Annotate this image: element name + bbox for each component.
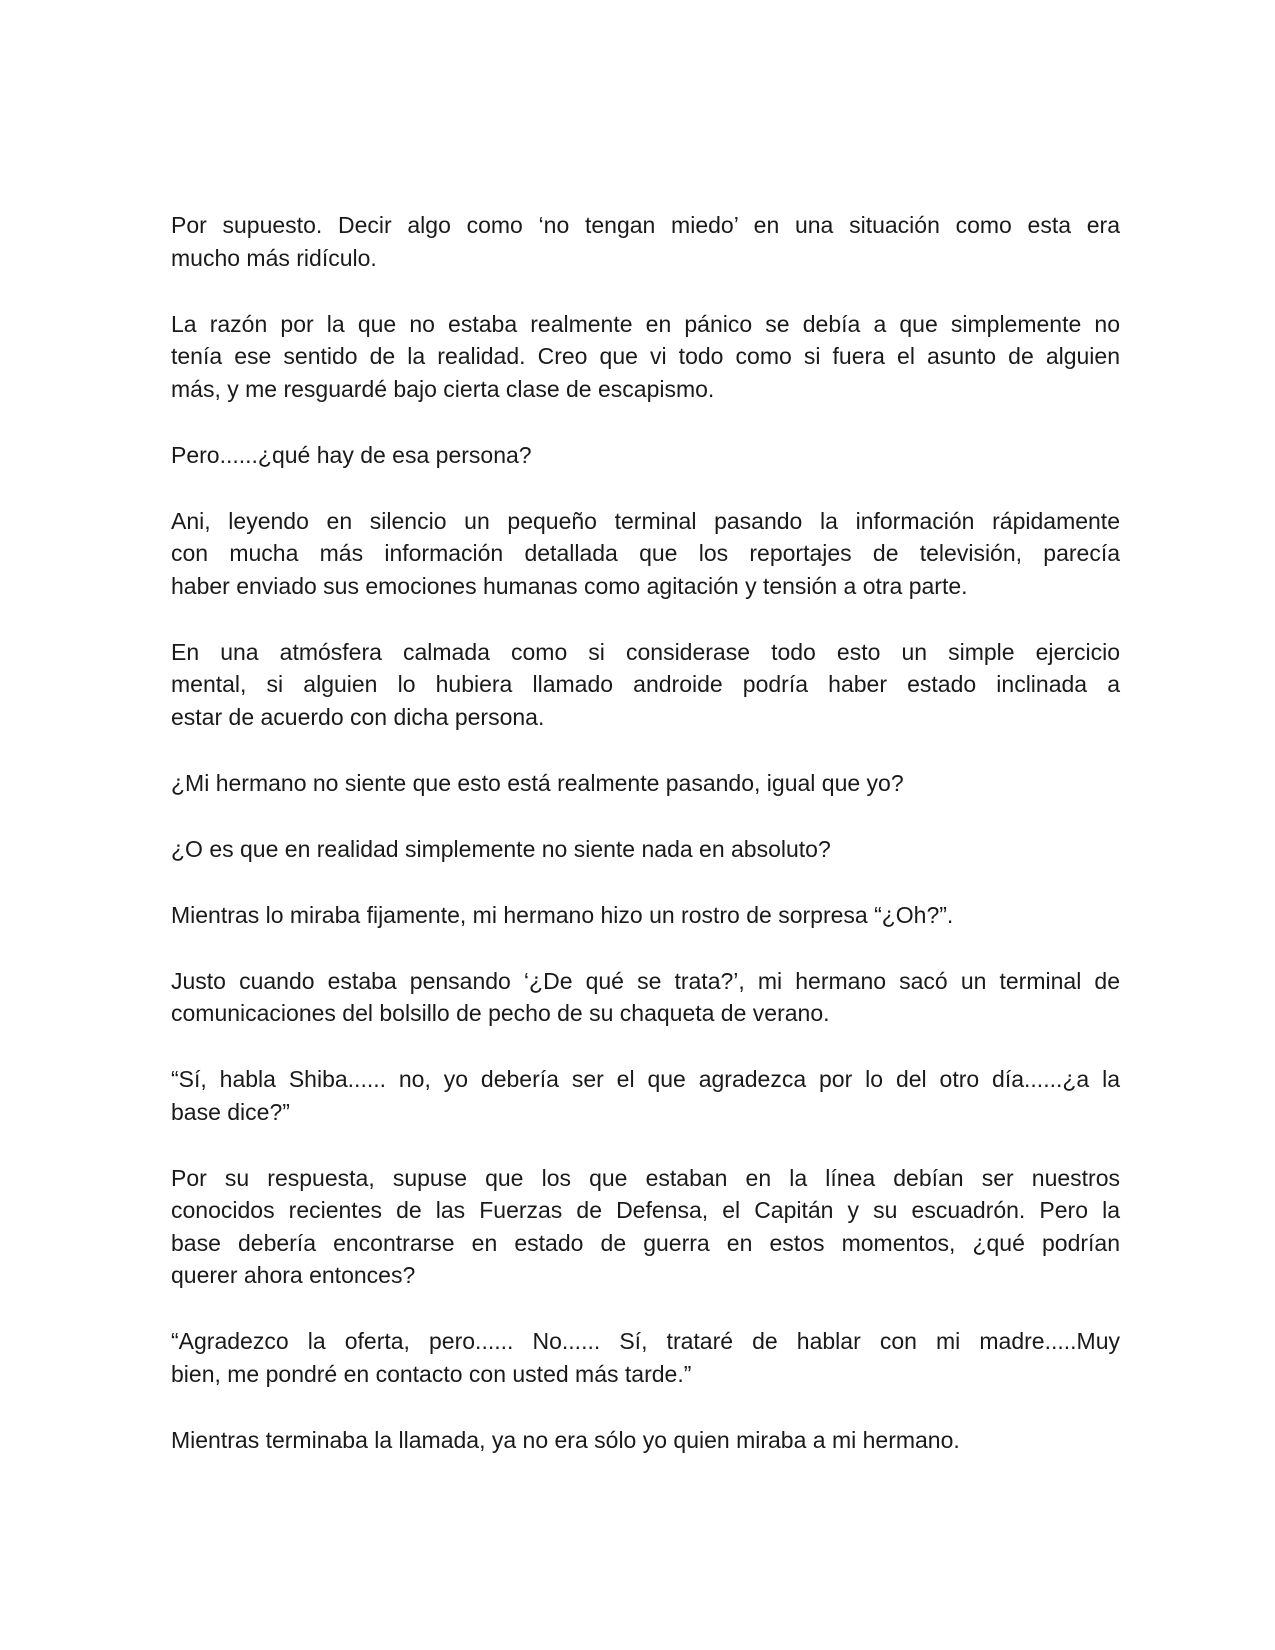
- paragraph: [171, 209, 1120, 274]
- text-line: más, y me resguardé bajo cierta clase de escapismo.: [171, 375, 715, 402]
- paragraph: [171, 505, 1120, 603]
- text-line: tenía ese sentido de la realidad. Creo que vi todo como si fuera el asunto de alguien: [171, 343, 1120, 369]
- paragraph: [171, 1424, 1120, 1457]
- paragraph: [171, 636, 1120, 734]
- paragraph: [171, 1325, 1120, 1390]
- paragraph: [171, 439, 1120, 472]
- text-line: bien, me pondré en contacto con usted más tarde.”: [171, 1360, 692, 1387]
- paragraph: [171, 767, 1120, 800]
- text-line: mucho más ridículo.: [171, 244, 377, 271]
- text-line: ¿Mi hermano no siente que esto está realmente pasando, igual que yo?: [171, 769, 904, 796]
- text-line: En una atmósfera calmada como si considerase todo esto un simple ejercicio: [171, 638, 1120, 665]
- text-line: “Sí, habla Shiba...... no, yo debería ser el que agradezca por lo del otro día......¿a la: [171, 1066, 1120, 1092]
- paragraph: [171, 965, 1120, 1030]
- text-line: “Agradezco la oferta, pero...... No...... Sí, trataré de hablar con mi madre.....Muy: [171, 1328, 1120, 1354]
- paragraph: [171, 1162, 1120, 1292]
- text-line: Pero......¿qué hay de esa persona?: [171, 441, 532, 468]
- paragraph: [171, 308, 1120, 406]
- paragraph: [171, 833, 1120, 866]
- text-line: mental, si alguien lo hubiera llamado androide podría haber estado inclinada a: [171, 671, 1120, 697]
- text-line: La razón por la que no estaba realmente en pánico se debía a que simplemente no: [171, 310, 1120, 337]
- text-line: Ani, leyendo en silencio un pequeño terminal pasando la información rápidamente: [171, 507, 1120, 534]
- text-line: conocidos recientes de las Fuerzas de Defensa, el Capitán y su escuadrón. Pero la: [171, 1197, 1120, 1223]
- text-line: querer ahora entonces?: [171, 1262, 416, 1288]
- text-line: estar de acuerdo con dicha persona.: [171, 703, 545, 730]
- text-line: comunicaciones del bolsillo de pecho de su chaqueta de verano.: [171, 1000, 830, 1026]
- text-line: Mientras terminaba la llamada, ya no era sólo yo quien miraba a mi hermano.: [171, 1426, 960, 1453]
- text-line: ¿O es que en realidad simplemente no siente nada en absoluto?: [171, 835, 831, 862]
- text-line: base dice?”: [171, 1098, 290, 1125]
- text-line: haber enviado sus emociones humanas como agitación y tensión a otra parte.: [171, 572, 968, 599]
- text-line: Justo cuando estaba pensando ‘¿De qué se trata?’, mi hermano sacó un terminal de: [171, 967, 1120, 994]
- paragraph: [171, 1063, 1120, 1128]
- text-line: base debería encontrarse en estado de guerra en estos momentos, ¿qué podrían: [171, 1229, 1120, 1256]
- text-line: Mientras lo miraba fijamente, mi hermano hizo un rostro de sorpresa “¿Oh?”.: [171, 901, 954, 928]
- text-line: con mucha más información detallada que los reportajes de televisión, parecía: [171, 540, 1120, 566]
- text-line: Por su respuesta, supuse que los que estaban en la línea debían ser nuestros: [171, 1164, 1120, 1191]
- text-line: Por supuesto. Decir algo como ‘no tengan miedo’ en una situación como esta era: [171, 212, 1120, 238]
- paragraph: [171, 899, 1120, 932]
